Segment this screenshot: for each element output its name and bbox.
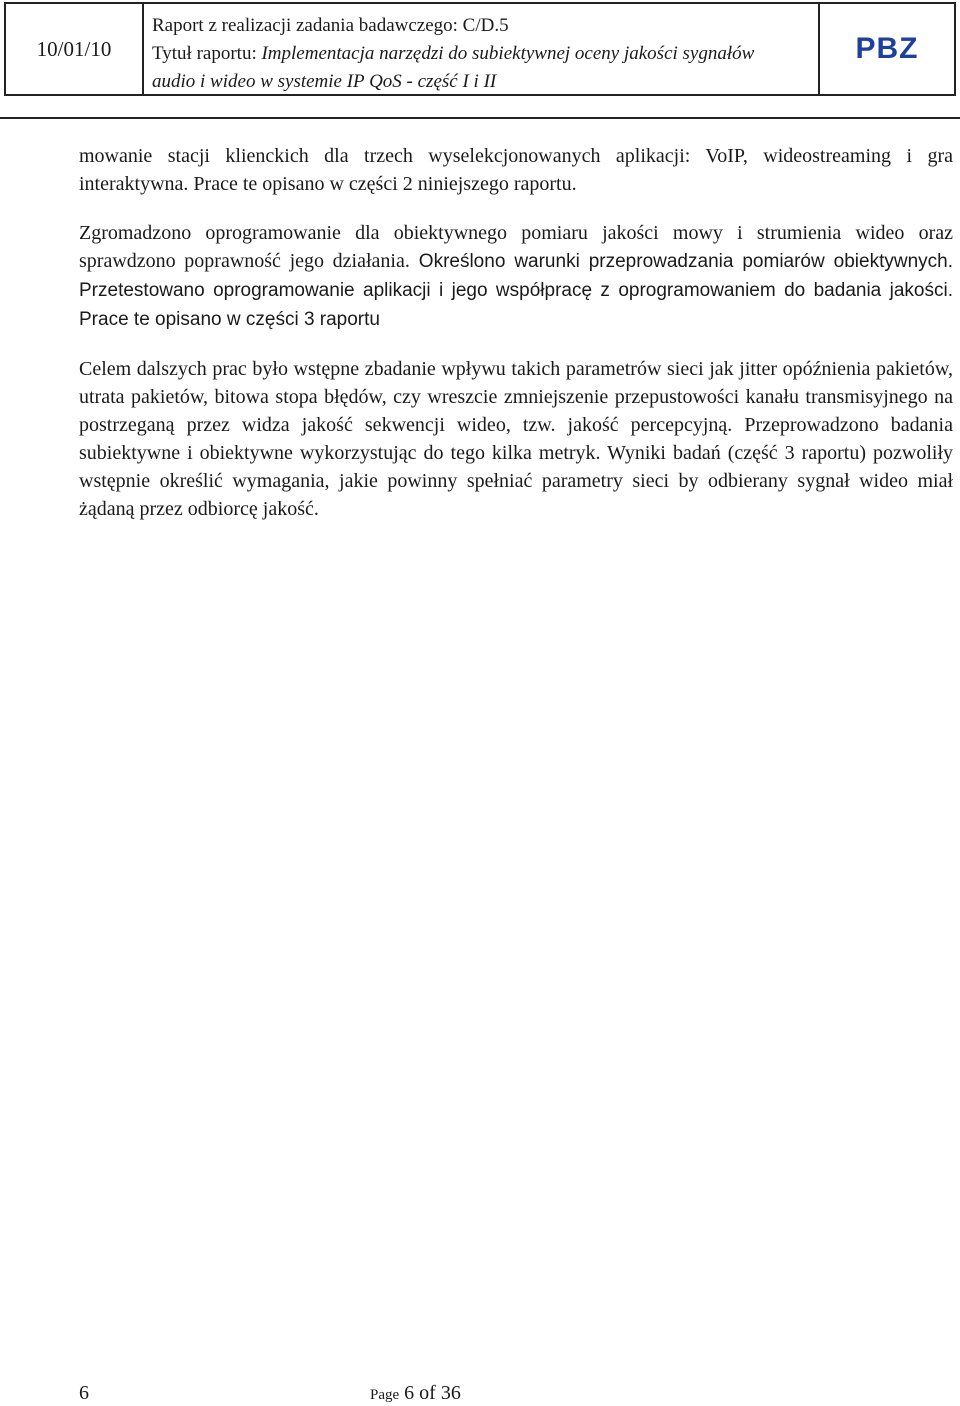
- page-word: Page: [370, 1387, 400, 1403]
- title-prefix: Tytuł raportu:: [152, 43, 262, 64]
- paragraph-3: Celem dalszych prac było wstępne zbadanie wpływu takich parametrów sieci jak jitter opóźnienia pakietów, utrata pakietów, bitowa stopa błędów, czy wreszcie zmniejszenie przepustowości kanału transmisyjnego na postrzeganą przez widza jakość sekwencji wideo, tzw. jakość percepcyjną. Przeprowadzono badania subiektywne i obiektywne wykorzystując do tego kilka metryk. Wyniki badań (część 3 raportu) pozwoliły wstępnie określić wymagania, jakie powinny spełniać parametry sieci by odbierany sygnał wideo miał żądaną przez odbiorcę jakość.: [79, 358, 953, 520]
- page-header: [4, 2, 956, 96]
- paragraph-2: [79, 219, 953, 334]
- header-rule: [0, 117, 960, 119]
- footer-page-indicator: [370, 1382, 461, 1405]
- report-line: Raport z realizacji zadania badawczego: C/D.5: [152, 15, 509, 36]
- paragraph-1: mowanie stacji klienckich dla trzech wyselekcjonowanych aplikacji: VoIP, wideostreaming i gra interaktywna. Prace te opisano w części 2 niniejszego raportu.: [79, 145, 953, 195]
- page-of: 6 of 36: [404, 1382, 461, 1404]
- pbz-logo: PBZ: [855, 32, 919, 65]
- footer-page-number: 6: [79, 1382, 89, 1404]
- paragraph-2-serif: Zgromadzono oprogramowanie dla obiektywnego pomiaru jakości mowy i strumienia wideo oraz sprawdzono poprawność jego działania.: [79, 222, 953, 272]
- header-title-block: [144, 4, 820, 94]
- paragraph-2-tail: Prace te opisano w części 3 raportu: [79, 309, 380, 330]
- title-italic-1: Implementacja narzędzi do subiektywnej oceny jakości sygnałów: [261, 43, 755, 64]
- document-body: [79, 142, 953, 544]
- title-italic-2: audio i wideo w systemie IP QoS - część I i II: [152, 71, 497, 92]
- header-date: 10/01/10: [6, 4, 144, 94]
- report-title-line: [152, 40, 818, 68]
- paragraph-2-sans: Określono warunki przeprowadzania pomiarów obiektywnych. Przetestowano oprogramowanie aplikacji i jego współpracę z oprogramowaniem do badania jakości.: [79, 251, 953, 301]
